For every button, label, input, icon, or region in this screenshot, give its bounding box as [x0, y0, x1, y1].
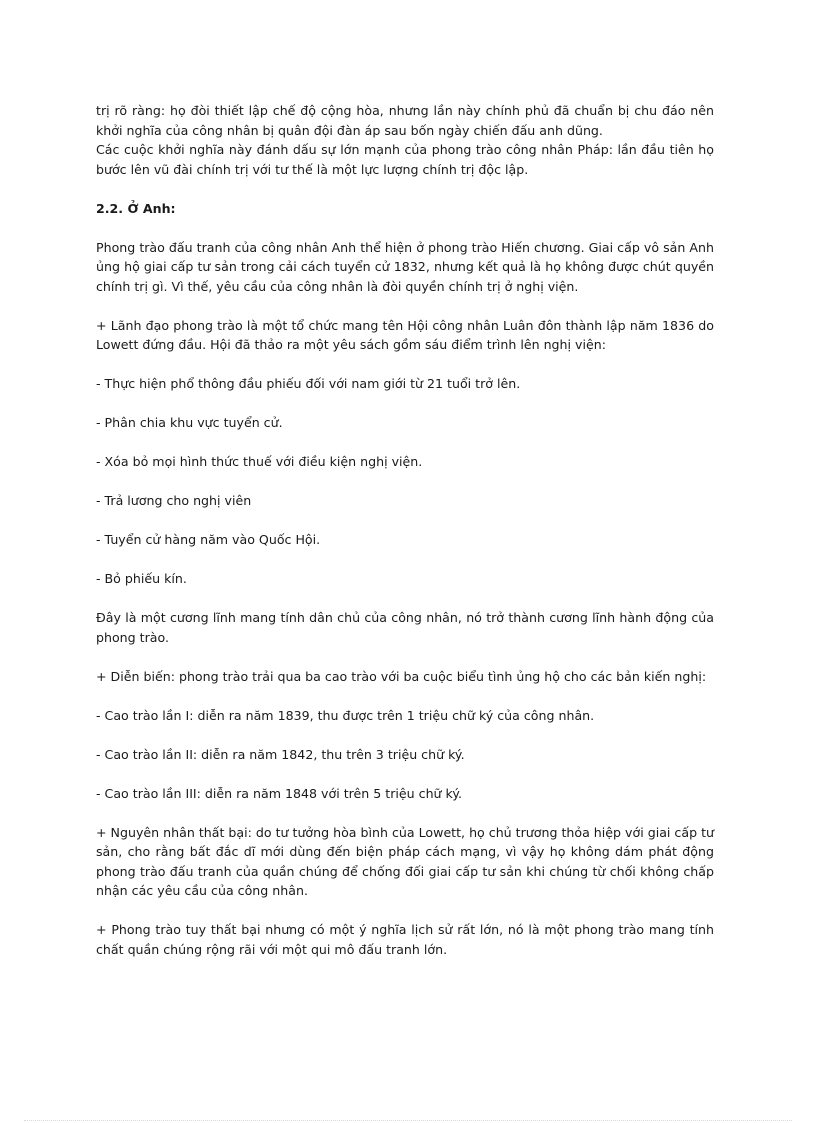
demand-item: - Phân chia khu vực tuyển cử. [96, 415, 283, 430]
wave-item: - Cao trào lần I: diễn ra năm 1839, thu được trên 1 triệu chữ ký của công nhân. [96, 707, 595, 723]
demand-item: - Thực hiện phổ thông đầu phiếu đối với nam giới từ 21 tuổi trở lên. [96, 376, 521, 391]
failure-paragraph: + Nguyên nhân thất bại: do tư tưởng hòa bình của Lowett, họ chủ trương thỏa hiệp với giai cấp tư sản, cho rằng bất đắc dĩ mới dùng đến biện pháp cách mạng, vì vậy họ không dám phát động phong trào đấu tranh của quần chúng để chống đối giai cấp tư sản khi chúng từ chối không chấp nhận các yêu cầu của công nhân. [96, 824, 714, 898]
document-page [96, 101, 714, 979]
section-heading: 2.2. Ở Anh: [96, 200, 176, 216]
progress-paragraph: + Diễn biến: phong trào trải qua ba cao trào với ba cuộc biểu tình ủng hộ cho các bản kiến nghị: [96, 668, 707, 684]
demand-item: - Xóa bỏ mọi hình thức thuế với điều kiện nghị viện. [96, 454, 423, 469]
demand-item: - Bỏ phiếu kín. [96, 571, 187, 586]
intro-paragraph-1: trị rõ ràng: họ đòi thiết lập chế độ cộng hòa, nhưng lần này chính phủ đã chuẩn bị chu đáo nên khởi nghĩa của công nhân bị quân đội đàn áp sau bốn ngày chiến đấu anh dũng. [96, 103, 714, 138]
chartism-paragraph: Phong trào đấu tranh của công nhân Anh thể hiện ở phong trào Hiến chương. Giai cấp vô sản Anh ủng hộ giai cấp tư sản trong cải cách tuyển cử 1832, nhưng kết quả là họ không được chút quyền chính trị gì. Vì thế, yêu cầu của công nhân là đòi quyền chính trị ở nghị viện. [96, 239, 714, 294]
wave-item: - Cao trào lần III: diễn ra năm 1848 với trên 5 triệu chữ ký. [96, 785, 463, 801]
page-bottom-divider [24, 1120, 792, 1121]
demand-item: - Tuyển cử hàng năm vào Quốc Hội. [96, 532, 321, 547]
intro-paragraph-2: Các cuộc khởi nghĩa này đánh dấu sự lớn mạnh của phong trào công nhân Pháp: lần đầu tiên họ bước lên vũ đài chính trị với tư thế là một lực lượng chính trị độc lập. [96, 142, 714, 177]
demand-item: - Trả lương cho nghị viên [96, 493, 252, 508]
leadership-paragraph: + Lãnh đạo phong trào là một tổ chức mang tên Hội công nhân Luân đôn thành lập năm 1836 do Lowett đứng đầu. Hội đã thảo ra một yêu sách gồm sáu điểm trình lên nghị viện: [96, 317, 714, 352]
program-paragraph: Đây là một cương lĩnh mang tính dân chủ của công nhân, nó trở thành cương lĩnh hành động của phong trào. [96, 610, 714, 645]
wave-item: - Cao trào lần II: diễn ra năm 1842, thu trên 3 triệu chữ ký. [96, 746, 465, 762]
significance-paragraph: + Phong trào tuy thất bại nhưng có một ý nghĩa lịch sử rất lớn, nó là một phong trào mang tính chất quần chúng rộng rãi với một qui mô đấu tranh lớn. [96, 922, 714, 957]
